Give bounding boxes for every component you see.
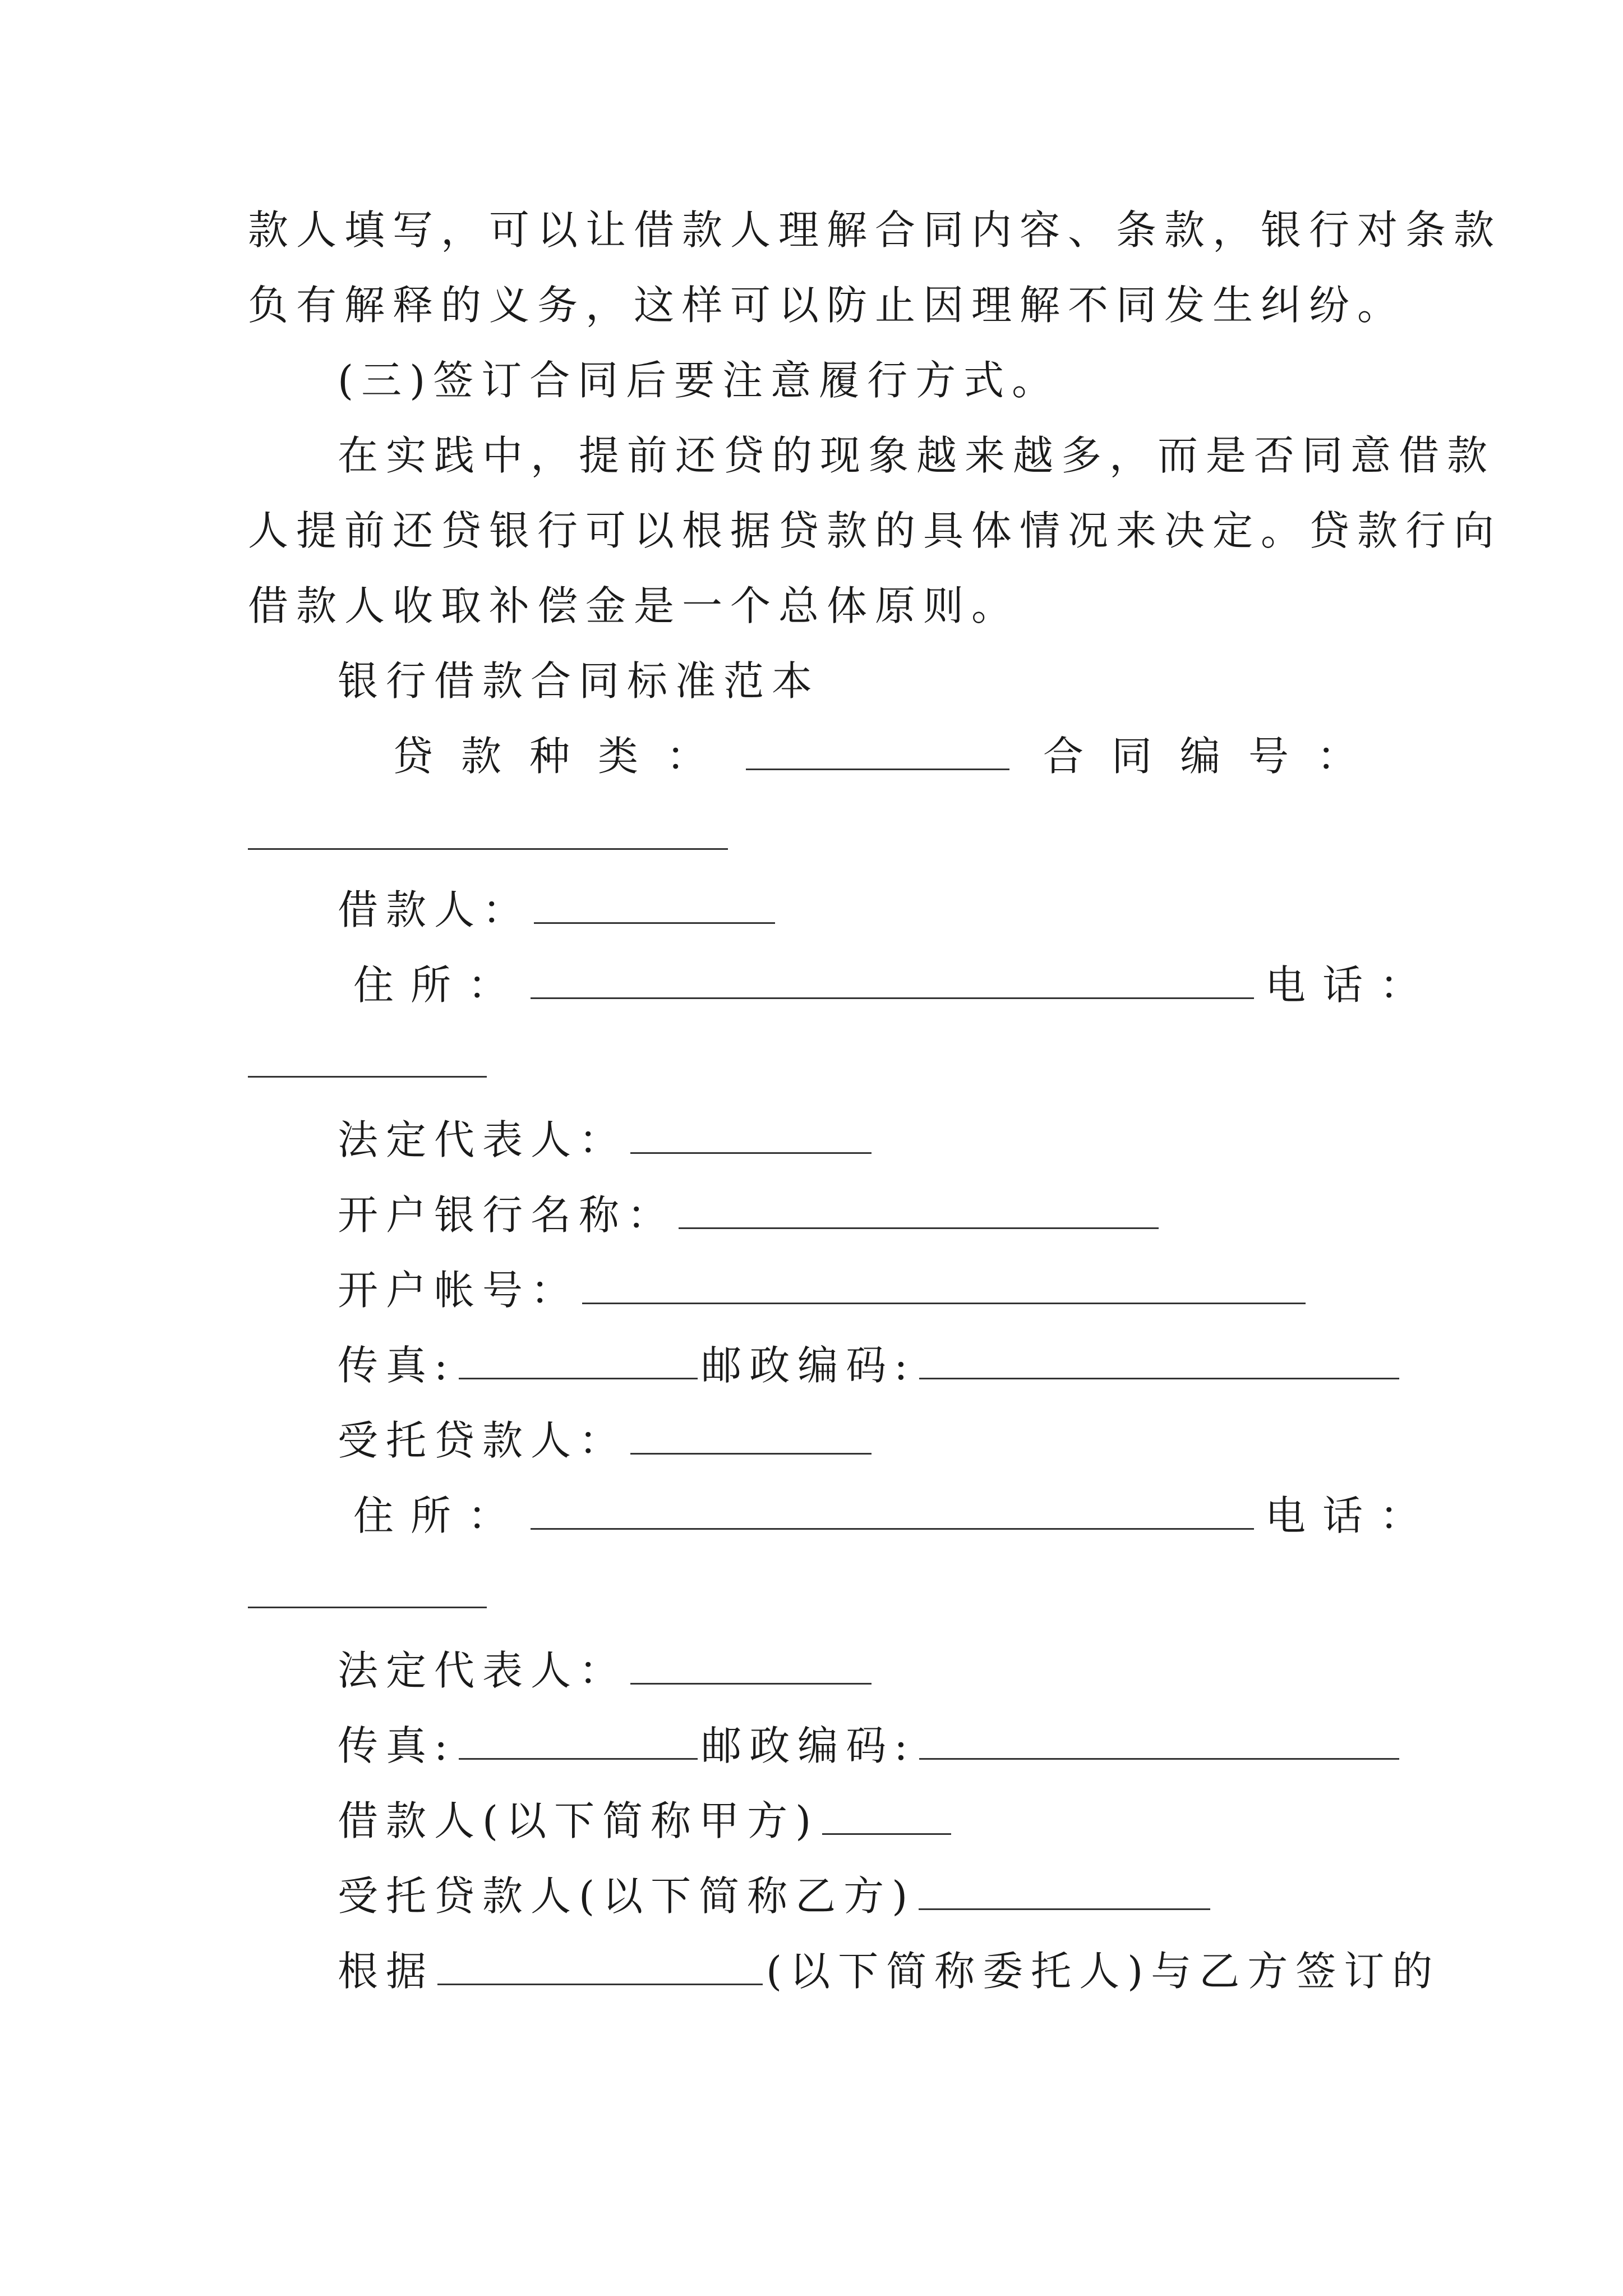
loan-type-label: 贷款种类：	[393, 733, 735, 780]
paragraph-line: 在实践中，提前还贷的现象越来越多，而是否同意借款	[338, 432, 1496, 479]
basis-suffix: (以下简称委托人)与乙方签订的	[766, 1948, 1441, 1995]
account-no-label: 开户帐号：	[338, 1267, 579, 1314]
legal-rep2-blank[interactable]	[630, 1649, 872, 1685]
legal-rep-blank[interactable]	[630, 1119, 872, 1154]
phone-row	[248, 1036, 490, 1092]
party-b-row	[338, 1868, 1214, 1924]
party-a-row	[338, 1793, 955, 1849]
legal-rep-row	[338, 1112, 875, 1168]
loan-type-blank[interactable]	[746, 735, 1009, 770]
address2-label: 住所：	[353, 1492, 525, 1539]
contract-no-row	[248, 808, 731, 864]
paragraph-line: 款人填写，可以让借款人理解合同内容、条款，银行对条款	[248, 206, 1502, 254]
address-label: 住所：	[353, 961, 525, 1009]
phone2-row	[248, 1566, 490, 1622]
account-no-row	[338, 1262, 1309, 1318]
fax2-blank[interactable]	[459, 1724, 698, 1760]
legal-rep2-row	[338, 1642, 875, 1699]
address2-blank[interactable]	[531, 1494, 1254, 1530]
bank-name-blank[interactable]	[679, 1194, 1159, 1229]
postcode2-blank[interactable]	[919, 1724, 1399, 1760]
party-b-blank[interactable]	[919, 1875, 1210, 1910]
fax-label: 传真:	[338, 1342, 456, 1389]
trustee-row	[338, 1412, 875, 1469]
legal-rep2-label: 法定代表人：	[338, 1647, 628, 1694]
postcode-blank[interactable]	[919, 1344, 1399, 1379]
address-blank[interactable]	[531, 964, 1254, 999]
bank-name-row	[338, 1187, 1162, 1243]
paragraph-line: 负有解释的义务，这样可以防止因理解不同发生纠纷。	[248, 282, 1406, 329]
borrower-row	[338, 882, 778, 938]
borrower-blank[interactable]	[534, 889, 775, 924]
phone2-label: 电话：	[1265, 1492, 1437, 1539]
loan-type-row	[393, 728, 1385, 784]
postcode-label: 邮政编码:	[701, 1342, 916, 1389]
contract-no-label: 合同编号：	[1043, 733, 1386, 780]
phone2-blank[interactable]	[248, 1573, 487, 1608]
fax2-label: 传真:	[338, 1722, 456, 1769]
principal-blank[interactable]	[437, 1950, 763, 1985]
section-heading: (三)签订合同后要注意履行方式。	[338, 357, 1061, 404]
borrower-label: 借款人：	[338, 886, 531, 933]
basis-prefix: 根据	[338, 1948, 435, 1995]
phone-label: 电话：	[1265, 961, 1437, 1009]
phone-blank[interactable]	[248, 1042, 487, 1078]
fax-postcode-row	[338, 1337, 1403, 1393]
party-b-label: 受托贷款人(以下简称乙方)	[338, 1872, 916, 1920]
basis-row	[338, 1943, 1440, 1999]
contract-no-blank[interactable]	[248, 815, 728, 850]
document-title: 银行借款合同标准范本	[338, 657, 820, 705]
postcode2-label: 邮政编码:	[701, 1722, 916, 1769]
address2-row	[353, 1488, 1437, 1544]
account-no-blank[interactable]	[582, 1269, 1306, 1304]
legal-rep-label: 法定代表人：	[338, 1116, 628, 1163]
bank-name-label: 开户银行名称：	[338, 1191, 676, 1239]
party-a-label: 借款人(以下简称甲方)	[338, 1797, 819, 1844]
paragraph-line: 人提前还贷银行可以根据贷款的具体情况来决定。贷款行向	[248, 507, 1502, 554]
fax-postcode2-row	[338, 1718, 1403, 1774]
trustee-blank[interactable]	[630, 1419, 872, 1455]
trustee-label: 受托贷款人：	[338, 1417, 628, 1464]
fax-blank[interactable]	[459, 1344, 698, 1379]
paragraph-line: 借款人收取补偿金是一个总体原则。	[248, 582, 1020, 629]
address-row	[353, 957, 1437, 1013]
party-a-blank[interactable]	[822, 1800, 951, 1835]
